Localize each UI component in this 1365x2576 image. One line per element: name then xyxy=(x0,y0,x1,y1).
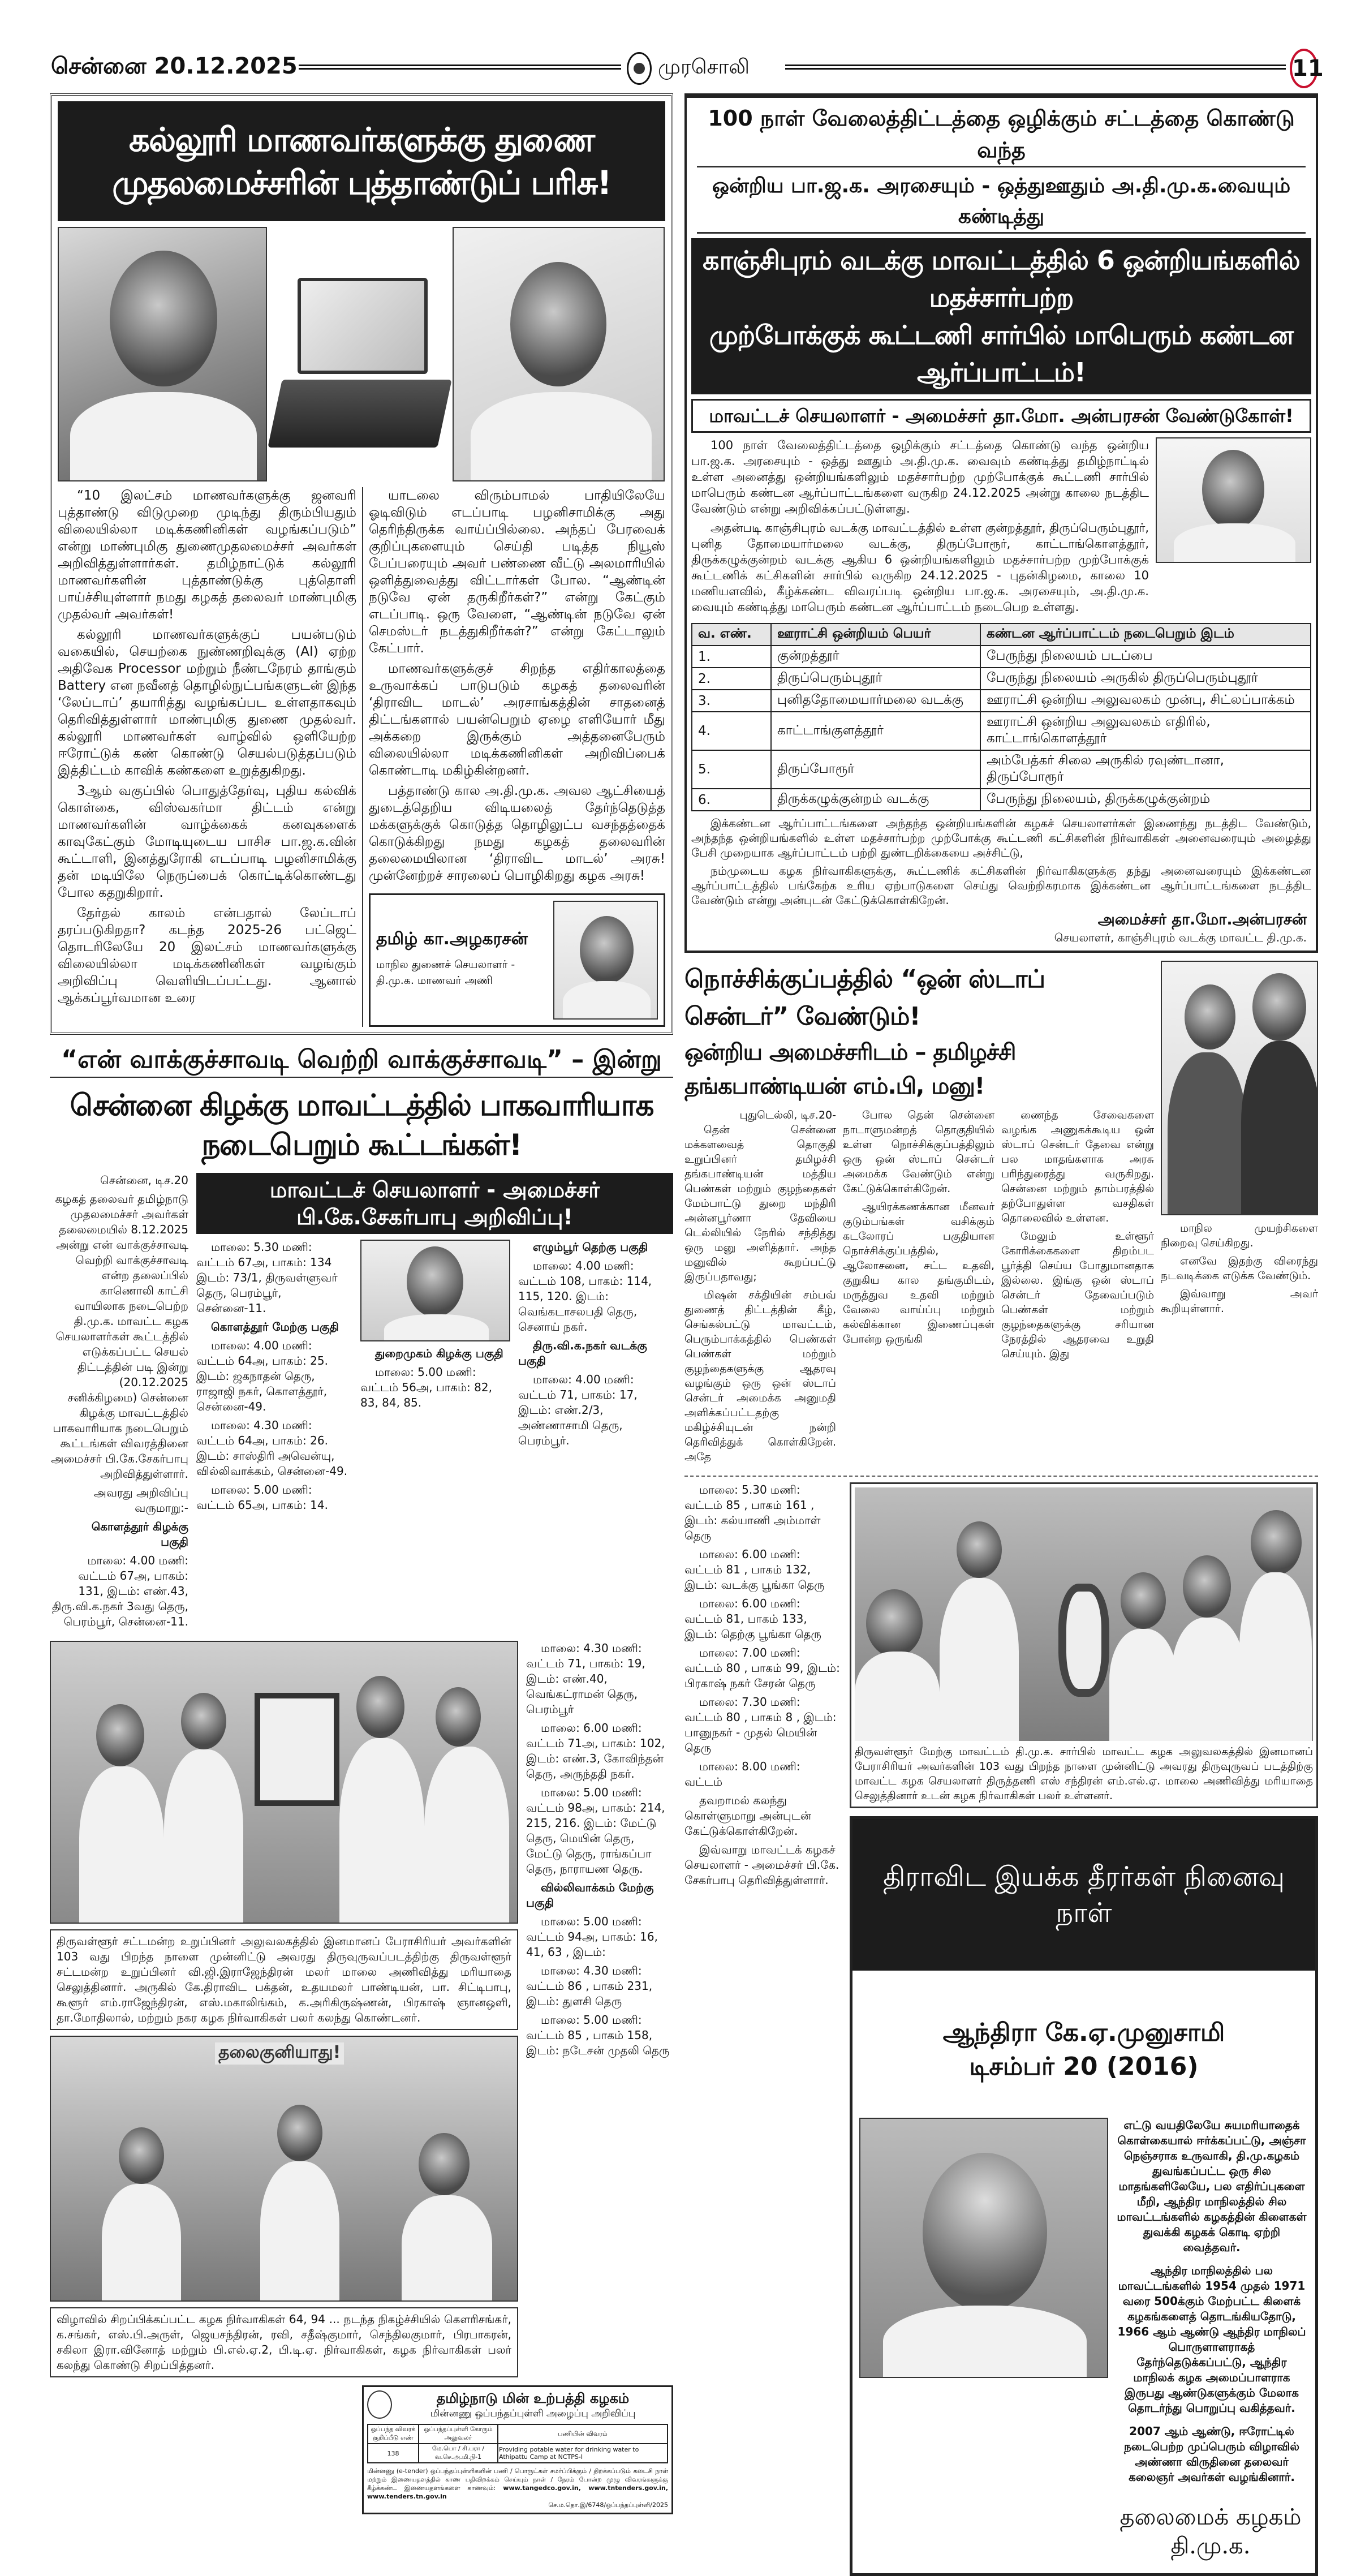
col-header-serial: வ. எண். xyxy=(692,623,771,646)
header-rule-right xyxy=(785,64,1286,70)
tender-heading xyxy=(367,2390,668,2420)
tiruvallur-mla-tribute-photo xyxy=(50,1641,518,1924)
schedule-entry: மாலை: 4.30 மணி: வட்டம் 64அ, பாகம்: 26. இடம்: சாஸ்திரி அவென்யு, வில்லிவாக்கம், சென்னை-49. xyxy=(196,1418,348,1478)
tender-note xyxy=(367,2467,668,2509)
venue-cell: அம்பேத்கர் சிலை அருகில் ரவுண்டானா, திருப்போரூர் xyxy=(980,750,1311,789)
paragraph: மாணவர்களுக்குச் சிறந்த எதிர்காலத்தை உருவாக்கப் பாடுபடும் கழகத் தலைவரின் ‘திராவிட மாடல்’ அரசாங்கத்தின் சாதனைத் திட்டங்களால் பயன்பெறும் ஏழை எளியோர் மீது அக்கறை இருக்கும் அத்தனைபேரும் விலையில்லா மடிக்கணினிகள் அறிவிப்பைக் கொண்டாடி மகிழ்கின்றனர். xyxy=(369,661,665,778)
union-cell: திருக்கழுக்குன்றம் வடக்கு xyxy=(771,789,980,811)
tender-link-3[interactable]: www.tenders.tn.gov.in xyxy=(367,2493,447,2500)
memorial-bio xyxy=(1115,2118,1308,2493)
schedule-col-c xyxy=(360,1346,510,1414)
chennai-east-upper-right xyxy=(196,1173,673,1516)
paragraph: மாநில முயற்சிகளை நிறைவு செய்கிறது. xyxy=(1161,1222,1318,1249)
notice-para-4: நம்முடைய கழக நிர்வாகிகளுக்கு, கூட்டணிக் கட்சிகளின் நிர்வாகிகளுக்கு தந்து அனைவரையும் இக்கண்டன ஆர்ப்பாட்டத்தில் பங்கேற்க உரிய ஏற்பாடுகளை செய்து வெற்றிகரமாக இக்கண்டன ஆர்ப்பாட்டங்களை நடத்திட வேண்டும் என்று அன்புடன் கேட்டுக்கொள்கிறேன். xyxy=(691,864,1311,907)
tender-table xyxy=(367,2424,668,2463)
tender-heading-text xyxy=(398,2390,668,2420)
table-row xyxy=(692,690,1311,712)
notice-para-3: இக்கண்டன ஆர்ப்பாட்டங்களை அந்தந்த ஒன்றியங்களின் கழகச் செயலாளர்கள் இணைந்து நடத்திட வேண்டும், அந்தந்த ஒன்றியங்களில் உள்ள மதச்சார்பற்ற முற்போக்கு கூட்டணி கட்சிகளின் நிர்வாகிகள் அனைவரையும் அழைத்து பேசி முறையாக ஆர்ப்பாட்டம் பற்றி துண்டறிக்கையை அச்சிட்டு, xyxy=(691,816,1311,859)
schedule-entry: மாலை: 5.00 மணி: வட்டம் 56அ, பாகம்: 82, 83, 84, 85. xyxy=(360,1365,492,1409)
schedule-entry: கழகத் தலைவர் தமிழ்நாடு முதலமைச்சர் அவர்கள் தலைமையில் 8.12.2025 அன்று என் வாக்குச்சாவடி வெற்றி வாக்குச்சாவடி என்ற தலைப்பில் காணொலி காட்சி வாயிலாக நடைபெற்ற தி.மு.க. மாவட்ட கழக செயலாளர்கள் கூட்டத்தில் எடுக்கப்பட்ட செயல் திட்டத்தின் படி இன்று (20.12.2025 சனிக்கிழமை) சென்னை கிழக்கு மாவட்டத்தில் பாகவாரியாக நடைபெறும் கூட்டங்கள் விவரத்தினை அமைச்சர் பி.கே.சேகர்பாபு அறிவித்துள்ளார். xyxy=(51,1192,188,1481)
paragraph: 3ஆம் வகுப்பில் பொதுத்தேர்வு, புதிய கல்விக் கொள்கை, விஸ்வகர்மா திட்டம் என்று மாணவர்களின் வாழ்க்கைக் கனவுகளைக் காவுகேட்கும் மோடியுடைய பாசிச பா.ஜ.க.வின் கூட்டாளி, இனத்துரோகி எடப்பாடி பழனிசாமிக்கு தன் மடியிலே நெருப்பைக் கொட்டிக்கொண்டது போல கதறுகிறார். xyxy=(58,784,356,900)
schedule-entry: மாலை: 4.00 மணி: வட்டம் 67அ, பாகம்: 131, இடம்: எண்.43, திரு.வி.க.நகர் 3வது தெரு, பெரம்பூர், சென்னை-11. xyxy=(51,1554,188,1628)
paragraph: எனவே இதற்கு விரைந்து நடவடிக்கை எடுக்க வேண்டும். xyxy=(1161,1255,1318,1282)
notice-para-2: அதன்படி காஞ்சிபுரம் வடக்கு மாவட்டத்தில் உள்ள குன்றத்தூர், திருப்பெரும்புதூர், புனித தோமையார்மலை வடக்கு, திருப்போரூர், காட்டாங்கொளத்தூர், திருக்கழுக்குன்றம் வடக்கு ஆகிய 6 ஒன்றியங்களிலும் மதச்சார்பற்ற முற்போக்குக் கூட்டணிக் கட்சிகளின் சார்பில் வருகிற 24.12.2025 - புதன்கிழமை, காலை 10 மணியளவில், கீழ்க்கண்ட விவரப்படி ஒன்றிய பா.ஜ.க. அரசையும், அ.தி.மு.க. வையும் கண்டித்து மாபெரும் கண்டன ஆர்ப்பாட்டம் நடைபெற உள்ளது. xyxy=(691,521,1149,614)
notice-banner-line-1: காஞ்சிபுரம் வடக்கு மாவட்டத்தில் 6 ஒன்றியங்களில் மதச்சார்பற்ற xyxy=(703,245,1300,313)
memorial-title: திராவிட இயக்க தீரர்கள் நினைவு நாள் xyxy=(852,1819,1315,1971)
page-number: 11 xyxy=(1292,55,1324,81)
schedule-area-heading: வில்லிவாக்கம் மேற்கு பகுதி xyxy=(526,1881,654,1910)
schedule-entry: மாலை: 5.00 மணி: வட்டம் 98அ, பாகம்: 214, 215, 216. இடம்: மேட்டு தெரு, மெயின் தெரு, மேட்டு தெரு, ராங்கப்பா தெரு, நாராயண தெரு. xyxy=(526,1786,665,1876)
notice-signatory-title: செயலாளர், காஞ்சிபுரம் வடக்கு மாவட்ட தி.மு.க. xyxy=(1054,931,1307,944)
dateline: புதுடெல்லி, டிச.20- xyxy=(739,1109,836,1121)
schedule-col-c-wrap xyxy=(360,1240,510,1414)
memorial-notice xyxy=(850,1816,1318,2576)
header-rule-left xyxy=(299,64,621,70)
memorial-signature xyxy=(1112,2504,1310,2562)
paragraph: மிஷன் சக்தியின் சம்பவ் துணைத் திட்டத்தின் கீழ், செங்கல்பட்டு மாவட்டம், பெரும்பாக்கத்தில் பெண்கள் பெண்கள் மற்றும் குழந்தைகளுக்கு ஆதரவு வழங்கும் ஒரு ஒன் ஸ்டாப் சென்டர் அமைக்க அனுமதி அளிக்கப்பட்டதற்கு மகிழ்ச்சியுடன் நன்றி தெரிவித்துக் கொள்கிறேன். அதே xyxy=(684,1289,836,1463)
right-lower xyxy=(684,1476,1318,2576)
page-number-badge xyxy=(1290,49,1324,88)
minister-anbarasan-photo xyxy=(1156,437,1311,563)
schedule-entry: மாலை: 5.00 மணி: வட்டம் 85 , பாகம் 158, இடம்: நடேசன் முதலி தெரு xyxy=(526,2013,670,2057)
framed-portrait xyxy=(1058,1584,1109,1697)
paragraph: தேர்தல் காலம் என்பதால் லேப்டாப் தரப்படுகிறதா? கடந்த 2025-26 பட்ஜெட் தொடரிலேயே 20 இலட்சம் மாணவர்களுக்கு விலையில்லா மடிக்கணினிகள் வழங்கும் அறிவிப்பு வெளியிடப்பட்டது. ஆனால் ஆக்கப்பூர்வமான உரை xyxy=(58,906,356,1005)
union-cell: குன்றத்தூர் xyxy=(771,646,980,668)
story-photos xyxy=(58,227,665,481)
schedule-entry: மாலை: 5.00 மணி: வட்டம் 65அ, பாகம்: 14. xyxy=(196,1483,328,1512)
table-row xyxy=(692,668,1311,690)
chennai-east-banner: மாவட்டச் செயலாளர் - அமைச்சர் பி.கே.சேகர்பாபு அறிவிப்பு! xyxy=(196,1173,673,1234)
notice-signature-block xyxy=(691,911,1311,946)
notice-body-top xyxy=(691,437,1149,618)
schedule-area-heading: கொளத்தூர் மேற்கு பகுதி xyxy=(211,1320,339,1334)
table-row xyxy=(692,712,1311,750)
story-column-2-wrap xyxy=(362,487,665,1027)
schedule-entry: அவரது அறிவிப்பு வருமாறு:- xyxy=(93,1486,188,1515)
tender-officer: மே.பொ / சி.பரா / வ.செ.அ.மி.நி-1 xyxy=(419,2444,498,2463)
chennai-east-columns xyxy=(196,1240,673,1516)
table-row xyxy=(692,750,1311,789)
notice-signatory: அமைச்சர் தா.மோ.அன்பரசன் xyxy=(1097,911,1307,928)
laptop-screen xyxy=(298,278,428,374)
chennai-east-upper xyxy=(50,1173,673,1633)
notice-para-1: 100 நாள் வேலைத்திட்டத்தை ஒழிக்கும் சட்டத்தை கொண்டு வந்த ஒன்றிய பா.ஜ.க. அரசையும் - ஒத்து ஊதும் அ.தி.மு.க. வைவும் கண்டித்து தமிழ்நாட்டில் உள்ள அனைத்து ஒன்றியங்களிலும் மதச்சார்பற்ற முற்போக்குக் கூட்டணி சார்பில் மாபெரும் கண்டன ஆர்ப்பாட்டங்களை வருகிற 24.12.2025 அன்று காலை நடத்திட வேண்டும் என்று அறிவிக்கப்பட்டுள்ளது. xyxy=(691,438,1149,515)
tribute-photo-caption: திருவள்ளூர் சட்டமன்ற உறுப்பினர் அலுவலகத்தில் இனமானப் பேராசிரியர் அவர்களின் 103 வது பிறந்த நாளை முன்னிட்டு அவரது திருவுருவப்படத்திற்கு திருவள்ளூர் சட்டமன்ற உறுப்பினர் வி.ஜி.இராஜேந்திரன் மலர் மாலை அணிவித்து மரியாதை செலுத்தினார். அருகில் கே.திராவிட பக்தன், உதயமலர் பாண்டியன், பா. சிட்டிபாபு, கூளூர் எம்.ராஜேந்திரன், எஸ்.மகாலிங்கம், க.அரிகிருஷ்ணன், பிரகாஷ் ஞானஒளி, தா.மோதிலால், மற்றும் நகர கழக நிர்வாகிகள் பலர் கலந்து கொண்டனர். xyxy=(50,1929,518,2030)
group-photo-caption: திருவள்ளூர் மேற்கு மாவட்டம் தி.மு.க. சார்பில் மாவட்ட கழக அலுவலகத்தில் இனமானப் பேராசிரியர் அவர்களின் 103 வது பிறந்த நாளை முன்னிட்டு அவரது திருவுருவப் படத்திற்கு மாவட்ட கழக செயலாளர் திருத்தணி எஸ் சந்திரன் எம்.எல்.ஏ. மாலை அணிவித்து மரியாதை செலுத்தினார் உடன் கழக நிர்வாகிகள் பலர் உள்ளனர். xyxy=(855,1745,1313,1802)
paragraph: ணைந்த சேவைகளை வழங்க அணுகக்கூடிய ஒன் ஸ்டாப் சென்டர் தேவை என்று பல மாதங்களாக அரசு பரிந்துரைத்து வருகிறது. சென்னை மற்றும் தாம்பரத்தில் தற்போதுள்ள வசதிகள் தொலைவில் உள்ளன. xyxy=(1001,1109,1154,1224)
tender-ref: செ.ம.தொ.இ/6748/ஒப்பந்தப்புள்ளி/2025 xyxy=(548,2501,668,2509)
serial-cell: 2. xyxy=(692,668,771,690)
notice-body-top-row xyxy=(691,437,1311,618)
memorial-date: டிசம்பர் 20 (2016) xyxy=(969,2052,1199,2081)
nochikuppam-side xyxy=(1161,961,1318,1319)
protest-venues-table xyxy=(691,623,1311,811)
paragraph: 2007 ஆம் ஆண்டு, ஈரோட்டில் நடைபெற்ற முப்பெரும் விழாவில் அண்ணா விருதினை தலைவர் கலைஞர் அவர்கள் வழங்கினார். xyxy=(1123,2424,1300,2484)
group-photo-box xyxy=(850,1482,1318,1808)
schedule-entry: மாலை: 5.30 மணி: வட்டம் 85 , பாகம் 161 , இடம்: கல்யாணி அம்மாள் தெரு xyxy=(684,1483,821,1542)
union-cell: திருப்போரூர் xyxy=(771,750,980,789)
story-column-2 xyxy=(369,487,665,888)
schedule-col-e xyxy=(684,1482,842,1891)
serial-cell: 6. xyxy=(692,789,771,811)
paragraph: இவ்வாறு அவர் கூறியுள்ளார். xyxy=(1161,1288,1318,1315)
schedule-entry: சென்னை, டிச.20 xyxy=(100,1173,188,1187)
venues-table-body xyxy=(692,646,1311,811)
schedule-entry: மாலை: 6.00 மணி: வட்டம் 71அ, பாகம்: 102, இடம்: எண்.3, கோவிந்தன் தெரு, அருந்ததி நகர். xyxy=(526,1721,665,1781)
serial-cell: 3. xyxy=(692,690,771,712)
venue-cell: ஊராட்சி ஒன்றிய அலுவலகம் எதிரில், காட்டாங்கொளத்தூர் xyxy=(980,712,1311,750)
col-1-text xyxy=(684,1123,836,1464)
tangedco-tender-ad xyxy=(362,2385,673,2514)
tender-work: Providing potable water for drinking water to Athipattu Camp at NCTPS-I xyxy=(498,2444,668,2463)
author-photo xyxy=(553,901,658,1020)
schedule-entry: மாலை: 4.00 மணி: வட்டம் 108, பாகம்: 114, 115, 120. இடம்: வெங்கடாசலபதி தெரு, செனாய் நகர். xyxy=(518,1259,652,1334)
notice-banner xyxy=(691,238,1311,394)
deputy-chief-minister-photo xyxy=(453,227,665,481)
chief-minister-photo xyxy=(58,227,267,481)
tender-header-work: பணியின் விவரம் xyxy=(498,2424,668,2444)
venue-cell: பேருந்து நிலையம் அருகில் திருப்பெரும்புதூர் xyxy=(980,668,1311,690)
tender-subtitle: மின்னணு ஒப்பந்தப்புள்ளி அழைப்பு அறிவிப்பு xyxy=(430,2408,636,2419)
nochikuppam-col-3 xyxy=(1001,1108,1154,1365)
signature-line-1: தலைமைக் கழகம் xyxy=(1119,2504,1302,2530)
schedule-entry: மாலை: 8.00 மணி: வட்டம் xyxy=(684,1760,800,1788)
serial-cell: 5. xyxy=(692,750,771,789)
venue-cell: ஊராட்சி ஒன்றிய அலுவலகம் முன்பு, சிட்லப்பாக்கம் xyxy=(980,690,1311,712)
schedule-col-d-continued xyxy=(526,1641,673,2062)
table-row xyxy=(692,789,1311,811)
venue-cell: பேருந்து நிலையம், திருக்கழுக்குன்றம் xyxy=(980,789,1311,811)
schedule-entry: மாலை: 6.00 மணி: வட்டம் 81 , பாகம் 132, இடம்: வடக்கு பூங்கா தெரு xyxy=(684,1547,825,1592)
stage-banner: தலைகுனியாது! xyxy=(215,2042,344,2065)
venue-cell: பேருந்து நிலையம் படப்பை xyxy=(980,646,1311,668)
right-column xyxy=(684,93,1318,2576)
author-name: தமிழ் கா.அழகரசன் xyxy=(376,929,528,949)
chennai-east-lower xyxy=(50,1641,673,2377)
meeting-photo-caption: விழாவில் சிறப்பிக்கப்பட்ட கழக நிர்வாகிகள் 64, 94 ... நடந்த நிகழ்ச்சியில் கௌரிசங்கர், க.சங்கர், எஸ்.பி.அருள், ஜெயசந்திரன், ரவி, சதீஷ்குமார், செந்திலகுமார், பிரபாகரன், சகிலா இரா.வினோத் மற்றும் பி.எல்.ஏ.2, பி.டி.ஏ. நிர்வாகிகள், கழக நிர்வாகிகள் பலர் கலந்து கொண்டு சிறப்பித்தனர். xyxy=(50,2307,518,2377)
schedule-area-heading: எழும்பூர் தெற்கு பகுதி xyxy=(533,1240,648,1254)
schedule-col-d xyxy=(518,1240,665,1452)
nochikuppam-col-1 xyxy=(684,1108,836,1468)
nochikuppam-headline-2: ஒன்றிய அமைச்சரிடம் – தமிழச்சி தங்கபாண்டியன் எம்.பி, மனு! xyxy=(684,1039,1016,1099)
author-text xyxy=(376,901,548,988)
bottom-photos xyxy=(50,1641,518,2377)
paper-name: முரசொலி xyxy=(658,55,750,79)
author-title: மாநில துணைச் செயலாளர் - தி.மு.க. மாணவர் அணி xyxy=(376,958,515,987)
laptop-photo xyxy=(275,272,445,459)
notice-subtitle: மாவட்டச் செயலாளர் - அமைச்சர் தா.மோ. அன்பரசன் வேண்டுகோள்! xyxy=(691,399,1311,433)
story-text xyxy=(58,487,665,1027)
laptop-keyboard xyxy=(268,380,452,448)
tiruvallur-west-tribute-photo xyxy=(855,1487,1313,1741)
nochikuppam-headline-1: நொச்சிக்குப்பத்தில் “ஒன் ஸ்டாப் சென்டர்” வேண்டும்! xyxy=(684,965,1045,1031)
right-lower-main xyxy=(850,1482,1318,2576)
framed-portrait xyxy=(255,1693,339,1806)
paragraph: மேலும் உள்ளூர் கோரிக்கைகளை திறம்பட பூர்த்தி செய்ய போதுமானதாக இல்லை. இங்கு ஒன் ஸ்டாப் சென்டர் தேவைப்படும் பெண்கள் மற்றும் குழந்தைகளுக்கு சரியான நேரத்தில் ஆதரவை உறுதி செய்யும். இது xyxy=(1001,1230,1154,1360)
schedule-entry: மாலை: 4.30 மணி: வட்டம் 86 , பாகம் 231, இடம்: துளசி தெரு xyxy=(526,1964,653,2008)
chennai-east-headline-2: சென்னை கிழக்கு மாவட்டத்தில் பாகவாரியாக நடைபெறும் கூட்டங்கள்! xyxy=(70,1089,653,1162)
minister-sekarbabu-photo xyxy=(360,1240,510,1341)
nochikuppam-columns xyxy=(684,1108,1154,1468)
notice-body-bottom xyxy=(691,816,1311,908)
nochikuppam-main xyxy=(684,961,1154,1468)
page-body xyxy=(50,93,1318,2576)
tender-links[interactable]: www.tangedco.gov.in, www.tntenders.gov.in, xyxy=(503,2484,669,2492)
paragraph: யாடலை விரும்பாமல் பாதியிலேயே ஓடிவிடும் எடப்பாடி பழனிசாமிக்கு அது தெரிந்திருக்க வாய்ப்பில்லை. அந்தப் பேரவைக் குறிப்புகளையும் செய்தி படித்த நியூஸ் பேப்பரையும் அவர் பண்ணை வீட்டு அலமாரியில் ஒளித்துவைத்து விட்டார்கள் போல. “ஆண்டின் நடுவே ஏன் தருகிறீர்கள்?” என்று கேட்கும் எடப்பாடி. ஒரு வேளை, “ஆண்டின் நடுவே ஏன் செமஸ்டர் நடத்துகிறீர்கள்?” என்று கேட்டாலும் கேட்பார். xyxy=(369,488,665,656)
city-date: சென்னை 20.12.2025 xyxy=(51,53,298,79)
laptop-gift-story xyxy=(50,93,673,1035)
tender-header-officer: ஒப்பந்தப்புள்ளி கோரும் அலுவலர் xyxy=(419,2424,498,2444)
paragraph: ஆயிரக்கணக்கான மீனவர் குடும்பங்கள் வசிக்கும் கடலோரப் பகுதியான நொச்சிக்குப்பத்தில், ஆலோசனை, சட்ட உதவி, குறுகிய கால தங்குமிடம், மருத்துவ உதவி மற்றும் வேலை வாய்ப்பு மற்றும் கல்விக்கான இணைப்புகள் போன்ற ஒருங்கி xyxy=(843,1201,994,1345)
murasoli-emblem-icon xyxy=(627,52,652,85)
union-cell: புனிததோமையார்மலை வடக்கு xyxy=(771,690,980,712)
schedule-entry: தவறாமல் கலந்து கொள்ளுமாறு அன்புடன் கேட்டுக்கொள்கிறேன். xyxy=(684,1794,812,1838)
paragraph: “10 இலட்சம் மாணவர்களுக்கு ஜனவரி புத்தாண்டு விடுமுறை முடிந்து திரும்பியதும் விலையில்லா மடிக்கணினிகள் வழங்கப்படும்” என்று மாண்புமிகு துணைமுதலமைச்சர் அவர்கள் அறிவித்துள்ளார்கள். தமிழ்நாட்டுக் கல்லூரி மாணவர்களின் புத்தாண்டுக்கு புத்தொளி பாய்ச்சியுள்ளார் நமது கழகத் தலைவர் மாண்புமிகு முதல்வர் அவர்கள்! xyxy=(58,488,356,622)
paragraph: தென் சென்னை மக்களவைத் தொகுதி உறுப்பினர் தமிழச்சி தங்கபாண்டியன் மத்திய பெண்கள் மற்றும் குழந்தைகள் மேம்பாட்டு துறை மந்திரி அன்னபூர்ணா தேவியை டெல்லியில் நேரில் சந்தித்து ஒரு மனு அளித்தார். அந்த மனுவில் கூறப்பட்டு இருப்பதாவது; xyxy=(684,1124,836,1283)
schedule-entry: மாலை: 5.30 மணி: வட்டம் 67அ, பாகம்: 134 இடம்: 73/1, திருவள்ளுவர் தெரு, பெரம்பூர், சென்னை-11. xyxy=(196,1240,338,1315)
paragraph: பத்தாண்டு கால அ.தி.மு.க. அவல ஆட்சியைத் துடைத்தெறிய விடியலைத் தேர்ந்தெடுத்த மக்களுக்குக் கொடுத்த தொழிலுட்ப வசந்தத்தைக் கொடுக்கிறது நமது கழகத் தலைவரின் தலைமையிலான ‘திராவிட மாடல்’ அரசு! முன்னேற்றச் சாரலைப் பொழிகிறது கழக அரசு! xyxy=(369,784,665,883)
story-headline: கல்லூரி மாணவர்களுக்கு துணை முதலமைச்சரின் புத்தாண்டுப் பரிசு! xyxy=(58,101,665,221)
memorial-content xyxy=(852,2084,1315,2498)
schedule-entry: மாலை: 4.00 மணி: வட்டம் 64அ, பாகம்: 25. இடம்: ஜகநாதன் தெரு, ராஜாஜி நகர், கொளத்தூர், சென்னை-49. xyxy=(196,1339,328,1413)
left-column xyxy=(50,93,673,2514)
paragraph: கல்லூரி மாணவர்களுக்குப் பயன்படும் வகையில், செயற்கை நுண்ணறிவுக்கு (AI) ஏற்ற அதிவேக Processor மற்றும் நீண்டநேரம் தாங்கும் Battery என நவீனத் தொழில்நுட்பங்களுடன் இந்த ‘லேப்டாப்’ தயாரித்து வழங்கப்பட உள்ளதாகவும் தெரிவித்துள்ளார் மாண்புமிகு துணை முதல்வர். கல்லூரி மாணவர்கள் வாழ்வில் ஒளியேற்ற ஈரோட்டுக் கண் கொண்டு செயல்படுத்தப்படும் இத்திட்டம் காவிக் கண்களை உறுத்துகிறது. xyxy=(58,627,356,778)
union-cell: திருப்பெரும்புதூர் xyxy=(771,668,980,690)
protest-notice xyxy=(684,93,1318,953)
paragraph: போல தென் சென்னை நாடாளுமன்றத் தொகுதியில் உள்ள நொச்சிக்குப்பத்திலும் ஒரு ஒன் ஸ்டாப் சென்டர் அமைக்க வேண்டும் என்று கேட்டுக்கொள்கிறேன். xyxy=(843,1109,994,1195)
tender-org: தமிழ்நாடு மின் உற்பத்தி கழகம் xyxy=(436,2390,630,2406)
memorial-name: ஆந்திரா கே.ஏ.முனுசாமி xyxy=(942,2018,1225,2047)
serial-cell: 4. xyxy=(692,712,771,750)
nochikuppam-col-4 xyxy=(1161,1221,1318,1319)
schedule-entry: மாலை: 4.30 மணி: வட்டம் 71, பாகம்: 19, இடம்: எண்.40, வெங்கட்ராமன் தெரு, பெரம்பூர் xyxy=(526,1641,645,1716)
schedule-entry: மாலை: 7.00 மணி: வட்டம் 80 , பாகம் 99, இடம்: பிரகாஷ் நகர் சேரன் தெரு xyxy=(684,1646,840,1690)
schedule-entry: மாலை: 6.00 மணி: வட்டம் 81, பாகம் 133, இடம்: தெற்கு பூங்கா தெரு xyxy=(684,1597,821,1641)
paragraph: எட்டு வயதிலேயே சுயமரியாதைக் கொள்கையால் ஈர்க்கப்பட்டு, அஞ்சா நெஞ்சராக உருவாகி, தி.மு.கழகம் துவங்கப்பட்ட ஒரு சில மாதங்களிலேயே, பல எதிர்ப்புகளை மீறி, ஆந்திர மாநிலத்தில் சில மாவட்டங்களில் கழகத்தின் கிளைகள் துவக்கி கழகக் கொடி ஏற்றி வைத்தவர். xyxy=(1117,2118,1307,2254)
ka-munusamy-portrait xyxy=(859,2118,1108,2378)
author-box xyxy=(369,893,665,1027)
tangedco-logo-icon xyxy=(367,2390,392,2419)
story-column-1 xyxy=(58,487,362,1010)
col-header-venue: கண்டன ஆர்ப்பாட்டம் நடைபெறும் இடம் xyxy=(980,623,1311,646)
table-row xyxy=(692,646,1311,668)
notice-line-2: ஒன்றிய பா.ஜ.க. அரசையும் - ஒத்துஊதும் அ.தி.மு.க.வையும் கண்டித்து xyxy=(697,171,1306,234)
union-cell: காட்டாங்குளத்தூர் xyxy=(771,712,980,750)
schedule-area-heading: கொளத்தூர் கிழக்கு பகுதி xyxy=(91,1520,188,1549)
chennai-east-headline-1: “என் வாக்குச்சாவடி வெற்றி வாக்குச்சாவடி” – இன்று xyxy=(50,1043,673,1078)
nochikuppam-col-2 xyxy=(843,1108,994,1350)
tender-header-ref: ஒப்பந்த விவரக் குறிப்பீடு எண் xyxy=(368,2424,419,2444)
serial-cell: 1. xyxy=(692,646,771,668)
schedule-area-heading: துறைமுகம் கிழக்கு பகுதி xyxy=(375,1347,503,1360)
signature-line-2: தி.மு.க. xyxy=(1170,2533,1251,2559)
tamilachi-meeting-photo xyxy=(1161,961,1318,1215)
meeting-event-photo xyxy=(50,2036,518,2302)
tender-note-text: மின்னணு (e-tender) ஒப்பந்தப்புள்ளிகளின் பணி / பொருட்கள் சமர்ப்பிக்கும் / திறக்கப்படும் கடைசி நாள் மற்றும் இணையதளத்தில் காண பதிவிறக்கம் செய்யும் நாள் / நேரம் போன்ற முழு விவரங்களுக்கு கீழ்க்கண்ட இணையதளங்களை காணவும்: xyxy=(367,2467,668,2492)
schedule-entry: மாலை: 5.00 மணி: வட்டம் 94அ, பாகம்: 16, 41, 63 , இடம்: xyxy=(526,1915,658,1959)
schedule-col-b xyxy=(196,1240,352,1516)
page-header xyxy=(50,52,1323,86)
notice-banner-line-2: முற்போக்குக் கூட்டணி சார்பில் மாபெரும் கண்டன ஆர்ப்பாட்டம்! xyxy=(709,320,1294,388)
col-header-union: ஊராட்சி ஒன்றியம் பெயர் xyxy=(771,623,980,646)
schedule-area-heading: திரு.வி.க.நகர் வடக்கு பகுதி xyxy=(518,1339,647,1367)
notice-line-1: 100 நாள் வேலைத்திட்டத்தை ஒழிக்கும் சட்டத்தை கொண்டு வந்த xyxy=(697,102,1306,167)
schedule-entry: மாலை: 7.30 மணி: வட்டம் 80 , பாகம் 8 , இடம்: பானுநகர் - முதல் மெயின் தெரு xyxy=(684,1695,837,1754)
nochikuppam-story xyxy=(684,961,1318,1468)
tender-ref-no: 138 xyxy=(368,2444,419,2463)
schedule-entry: மாலை: 4.00 மணி: வட்டம் 71, பாகம்: 17, இடம்: எண்.2/3, அண்ணாசாமி தெரு, பெரம்பூர். xyxy=(518,1373,638,1447)
schedule-col-a xyxy=(50,1173,188,1633)
schedule-entry: இவ்வாறு மாவட்டக் கழகச் செயலாளர் - அமைச்சர் பி.கே. சேகர்பாபு தெரிவித்துள்ளார். xyxy=(684,1843,839,1887)
paragraph: ஆந்திர மாநிலத்தில் பல மாவட்டங்களில் 1954 முதல் 1971 வரை 500க்கும் மேற்பட்ட கிளைக் கழகங்களைத் தொடங்கியதோடு, 1966 ஆம் ஆண்டு ஆந்திர மாநிலப் பொருளாளராகத் தேர்ந்தெடுக்கப்பட்டு, ஆந்திர மாநிலக் கழக அமைப்பாளராக இருபது ஆண்டுகளுக்கும் மேலாக தொடர்ந்து பொறுப்பு வகித்தவர். xyxy=(1117,2264,1306,2415)
